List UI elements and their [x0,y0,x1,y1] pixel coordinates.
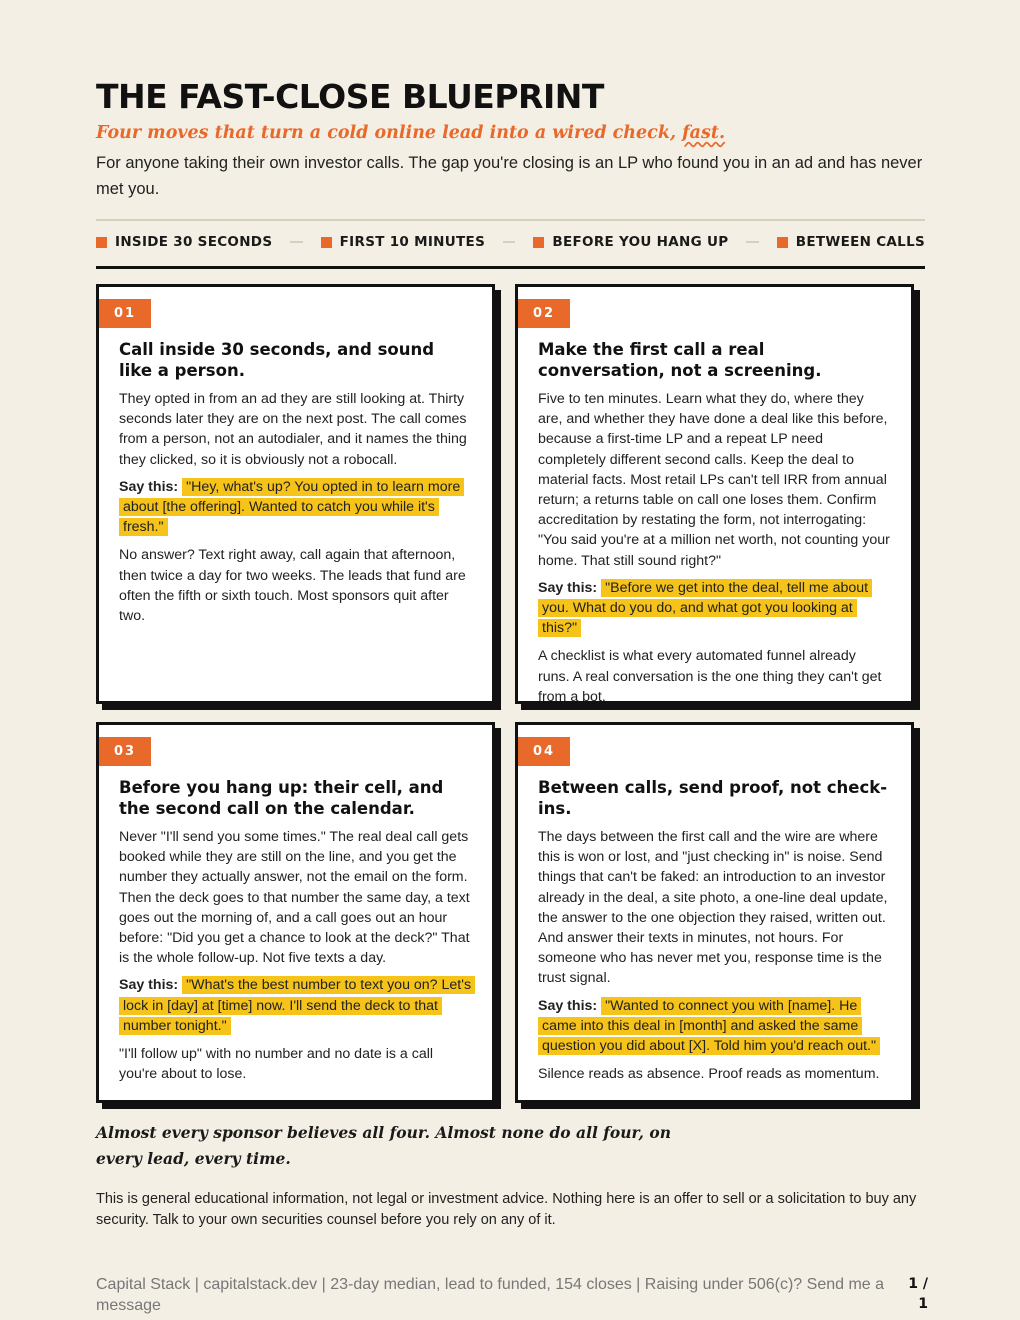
say-this-script: "What's the best number to text you on? Let's lock in [day] at [time] now. I'll send the deck to that number tonight." [119,976,475,1034]
say-this [119,477,472,538]
card-followup: "I'll follow up" with no number and no date is a call you're about to lose. [119,1046,434,1083]
square-marker-icon [96,237,107,248]
card-followup: Silence reads as absence. Proof reads as momentum. [538,1066,880,1083]
card-body: They opted in from an ad they are still looking at. Thirty seconds later they are on the next post. The call comes from a person, not an autodialer, and it names the thing they clicked, so it is obviously not a robocall. [119,391,467,468]
say-this-script: "Before we get into the deal, tell me about you. What do you do, and what got you looking at this?" [538,579,872,637]
step-label: BETWEEN CALLS [795,234,926,250]
disclaimer: This is general educational information, not legal or investment advice. Nothing here is an offer to sell or a solicitation to buy any security. Talk to your own securities counsel before you rely on any of it. [96,1191,917,1228]
closing-statement: Almost every sponsor believes all four. Almost none do all four, on every lead, every time. [96,1123,671,1168]
card-heading: Between calls, send proof, not check-ins. [538,778,888,818]
subtitle-emphasis: fast. [682,123,726,143]
cards-grid [96,284,920,1104]
card-4 [515,722,914,1103]
step-connector [503,241,515,243]
step-1 [96,234,272,250]
card-number-badge: 03 [99,737,151,766]
step-label: BEFORE YOU HANG UP [552,234,729,250]
page-number: 1 / 1 [908,1276,928,1312]
card-2 [515,284,914,704]
say-this-script: "Hey, what's up? You opted in to learn more about [the offering]. Wanted to catch you while it's fresh." [119,478,464,536]
square-marker-icon [533,237,544,248]
say-this [119,975,472,1036]
page-subtitle [96,121,925,145]
card-1 [96,284,495,704]
intro-text: For anyone taking their own investor calls. The gap you're closing is an LP who found you in an ad and has never met you. [96,154,923,198]
card-heading: Call inside 30 seconds, and sound like a person. [119,340,435,380]
step-label: INSIDE 30 SECONDS [115,234,273,250]
say-this-label: Say this: [538,997,598,1014]
say-this-label: Say this: [538,579,598,596]
card-heading: Make the first call a real conversation, not a screening. [538,340,822,380]
card-3 [96,722,495,1103]
card-body: Five to ten minutes. Learn what they do, where they are, and whether they have done a deal like this before, because a first-time LP and a repeat LP need completely different second calls. Keep the deal to material facts. Most retail LPs can't tell IRR from annual return; a returns table on call one loses them. Confirm accreditation by restating the form, not interrogating: "You said you're at a million net worth, not counting your home. That still sound right?" [538,391,890,569]
card-body: The days between the first call and the wire are where this is won or lost, and "just checking in" is noise. Send things that can't be faked: an introduction to an investor already in the deal, a site photo, a one-line deal update, the answer to the one objection they raised, written out. And answer their texts in minutes, not hours. For someone who has never met you, response time is the trust signal. [538,829,888,987]
card-number-badge: 04 [518,737,570,766]
card-followup: A checklist is what every automated funnel already runs. A real conversation is the one thing they can't get from a bot. [538,648,882,705]
footer-text: Capital Stack | capitalstack.dev | 23-day median, lead to funded, 154 closes | Raising under 506(c)? Send me a message [96,1276,885,1314]
step-label: FIRST 10 MINUTES [339,234,486,250]
step-timeline [96,221,925,263]
card-number-badge: 01 [99,299,151,328]
subtitle-text: Four moves that turn a cold online lead into a wired check, [96,123,683,143]
divider-thick [96,266,925,269]
say-this [538,578,891,639]
say-this [538,996,891,1057]
step-2 [321,234,485,250]
square-marker-icon [321,237,332,248]
say-this-label: Say this: [119,977,179,994]
card-followup: No answer? Text right away, call again that afternoon, then twice a day for two weeks. The leads that fund are often the fifth or sixth touch. Most sponsors quit after two. [119,547,466,625]
square-marker-icon [777,237,788,248]
step-4 [777,234,925,250]
card-body: Never "I'll send you some times." The real deal call gets booked while they are still on the line, and you get the number they actually answer, not the email on the form. Then the deck goes to that number the same day, a text goes out the morning of, and a call goes out an hour before: "Did you get a chance to look at the deck?" That is the whole follow-up. Not five texts a day. [119,829,470,967]
header [96,78,925,269]
card-heading: Before you hang up: their cell, and the second call on the calendar. [119,778,444,818]
step-3 [533,234,728,250]
say-this-script: "Wanted to connect you with [name]. He came into this deal in [month] and asked the same question you did about [X]. Told him you'd reach out." [538,997,880,1055]
page-title: THE FAST-CLOSE BLUEPRINT [96,77,604,116]
step-connector [746,241,758,243]
card-number-badge: 02 [518,299,570,328]
say-this-label: Say this: [119,478,179,495]
step-connector [290,241,302,243]
